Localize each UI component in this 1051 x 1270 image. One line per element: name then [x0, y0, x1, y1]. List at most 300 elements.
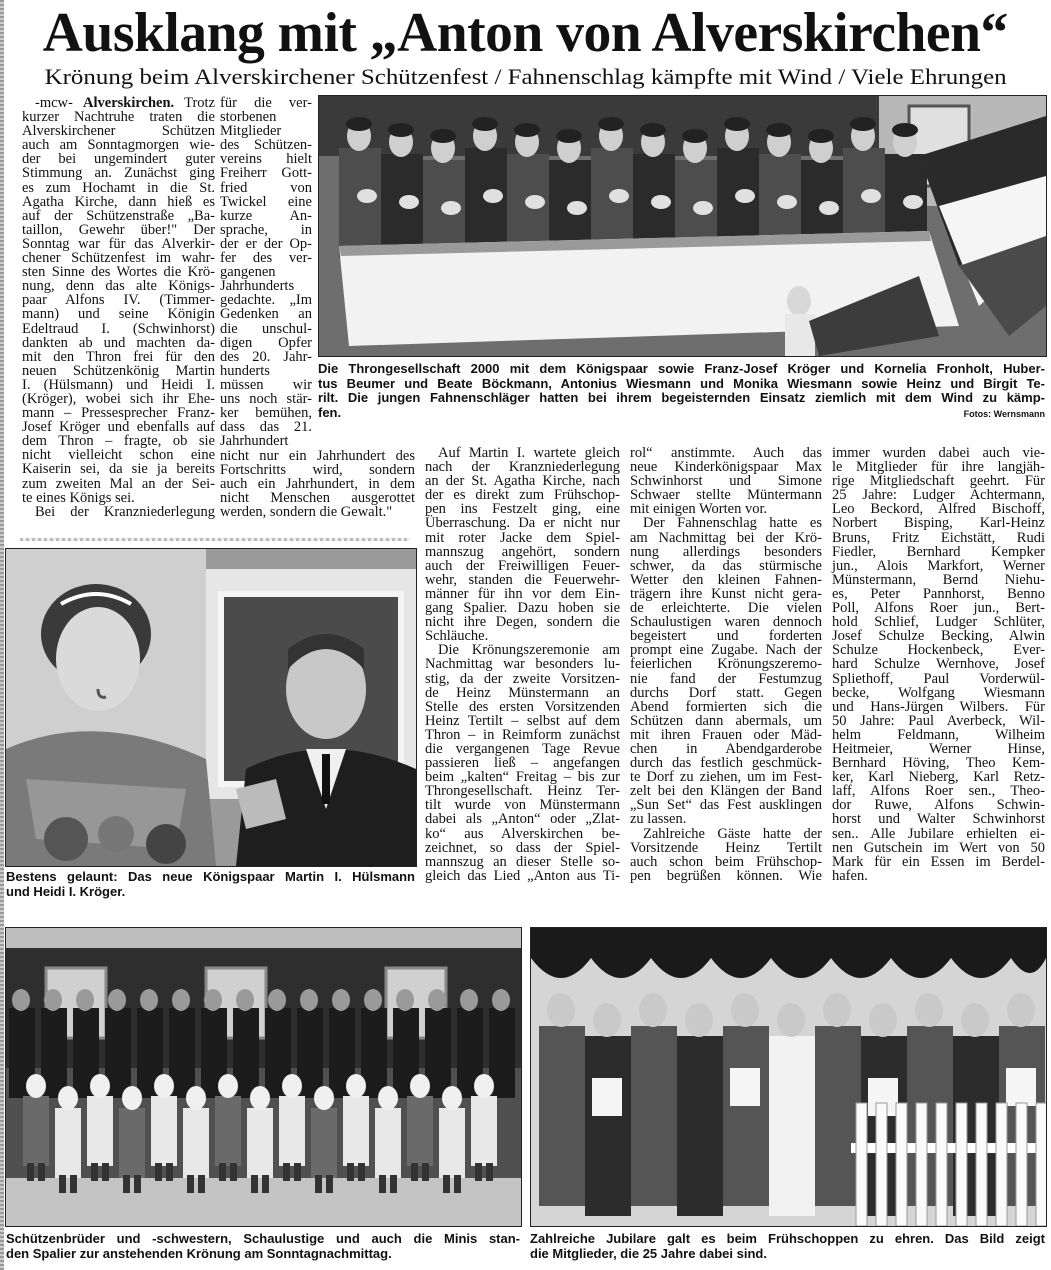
text-line — [22, 462, 215, 476]
text-line-content: an der St. Agatha Kirche, nach — [425, 473, 620, 490]
text-line — [220, 505, 415, 519]
text-line — [22, 322, 215, 336]
text-line — [22, 265, 215, 279]
text-line — [630, 700, 822, 714]
text-line — [425, 855, 620, 869]
text-line — [630, 559, 822, 573]
text-line — [425, 756, 620, 770]
text-line-content: Poll, Alfons Roer jun., Bert- — [832, 600, 1045, 617]
text-line — [630, 657, 822, 671]
text-line-content: mit roter Jacke dem Spiel- — [425, 529, 620, 546]
caption-line-content: tus Beumer und Beate Böckmann, Antonius Wiesmann und Monika Wiesmann sowie Heinz und Birgit Te- — [318, 375, 1045, 391]
text-line-content: neue Kinderkönigspaar Max — [630, 459, 822, 476]
text-line — [832, 587, 1045, 601]
text-line-content: Schaulustigen waren dennoch — [630, 614, 822, 631]
photo-koenigspaar — [5, 548, 417, 867]
location: Alverskirchen. — [83, 95, 175, 111]
text-line — [425, 827, 620, 841]
text-line — [425, 488, 620, 502]
text-line — [832, 446, 1045, 460]
text-line-content: ko“ aus Alverskirchen be- — [425, 825, 620, 842]
text-line-content: I. (Hülsmann) und Heidi I. — [22, 376, 215, 393]
text-line — [832, 770, 1045, 784]
text-line-content: le Mitglieder für ihre langjäh- — [832, 459, 1045, 476]
text-line — [220, 96, 312, 110]
text-line-content: nicht ihre Degen, sondern die — [425, 614, 620, 631]
text-line — [630, 545, 822, 559]
text-line-content: pen ins Festzelt ging, eine — [425, 501, 620, 518]
text-line — [425, 672, 620, 686]
text-line — [630, 488, 822, 502]
text-line-content: der es direkt zum Frühschop- — [425, 487, 620, 504]
text-line — [832, 460, 1045, 474]
text-line-content: nung allerdings besonders — [630, 543, 822, 560]
text-line-content: Abend formierten sich die — [630, 698, 822, 715]
text-line-content: gedachte. „Im — [220, 292, 312, 309]
text-line — [630, 756, 822, 770]
text-line — [832, 615, 1045, 629]
text-line — [425, 714, 620, 728]
text-line-content: prompt eine Zugabe. Nach der — [630, 642, 822, 659]
text-line-content: Schwinhorst und Simone — [630, 473, 822, 490]
text-line — [630, 855, 822, 869]
text-line — [630, 672, 822, 686]
text-line-content: sten Sinne des Wortes die Krö- — [22, 264, 215, 281]
subheadline-text: Krönung beim Alverskirchener Schützenfest / Fahnenschlag kämpfte mit Wind / Viele Ehrungen — [44, 64, 1007, 89]
text-line — [425, 474, 620, 488]
text-line-content: fer des ver- — [220, 250, 312, 267]
text-line — [630, 516, 822, 530]
text-line-content: Zahlreiche Gäste hatte der — [643, 825, 822, 842]
text-line-content: des Schützen- — [220, 137, 312, 154]
text-line-content: durch das festlich geschmück- — [630, 755, 822, 772]
text-line-content: neuen Schützenkönig Martin — [22, 362, 215, 379]
text-line — [22, 477, 215, 491]
text-line — [832, 756, 1045, 770]
caption-line — [6, 885, 415, 900]
text-line-content: der er der Op- — [220, 235, 312, 252]
photo-credit: Fotos: Wernsmann — [963, 408, 1045, 419]
text-line-content: es zum Hochamt in die St. — [22, 179, 215, 196]
text-line-content: mannszug angehört, sondern — [425, 543, 620, 560]
text-line-content: Leo Beckord, Alfred Bischoff, — [832, 501, 1045, 518]
text-line — [630, 474, 822, 488]
text-line — [22, 307, 215, 321]
text-line — [220, 110, 312, 124]
text-line-content: schwer, da das stürmische — [630, 557, 822, 574]
text-line — [22, 166, 215, 180]
text-line-content: Der Fahnenschlag hatte es — [643, 515, 822, 532]
text-line — [630, 446, 822, 460]
text-line-content: Bei der Kranzniederlegung — [35, 503, 215, 520]
text-line-content: Heinz Tertilt – selbst auf dem — [425, 712, 620, 729]
text-line — [832, 488, 1045, 502]
text-line — [425, 770, 620, 784]
text-line — [220, 181, 312, 195]
text-line-content: Agatha Kirche, dann hieß es — [22, 193, 215, 210]
text-line — [630, 869, 822, 883]
article-column-4 — [630, 446, 822, 883]
text-line — [22, 181, 215, 195]
text-line-content: Jahrhundert — [220, 433, 289, 450]
text-line — [220, 209, 312, 223]
text-line — [832, 545, 1045, 559]
text-line — [22, 420, 215, 434]
text-line-content: Josef Schulze Becking, Alwin — [832, 628, 1045, 645]
text-line — [630, 629, 822, 643]
text-line — [425, 531, 620, 545]
text-line-content: es, Peter Pannhorst, Benno — [832, 585, 1045, 602]
text-line — [832, 700, 1045, 714]
text-line — [630, 531, 822, 545]
text-line-content: mit ihren Frauen oder Mäd- — [630, 726, 822, 743]
text-line — [22, 209, 215, 223]
text-line — [630, 460, 822, 474]
text-line-content: mit den Thron frei für den — [22, 348, 215, 365]
text-line-content: des 20. Jahr- — [220, 348, 312, 365]
text-line-content: hafen. — [832, 867, 868, 884]
text-line — [832, 798, 1045, 812]
text-line-content: Münstermann, Bernd Niehu- — [832, 571, 1045, 588]
article-column-2-wide — [220, 449, 415, 519]
text-line — [22, 293, 215, 307]
text-line-content: hunderts — [220, 362, 270, 379]
photo-jubilare — [530, 927, 1047, 1227]
divider — [20, 538, 410, 541]
caption-line — [318, 406, 1045, 421]
text-line-content: becke, Wolfgang Wiesmann — [832, 684, 1045, 701]
text-line — [425, 841, 620, 855]
text-line — [22, 364, 215, 378]
text-line-content: kurze An- — [220, 207, 312, 224]
text-line-content: nicht Menschen ausgerottet — [220, 489, 415, 506]
caption-line-content: Schützenbrüder und -schwestern, Schaulustige und auch die Minis stan- — [6, 1231, 520, 1246]
text-line-content: Vorsitzende Heinz Tertilt — [630, 839, 822, 856]
article-column-3 — [425, 446, 620, 883]
text-line-content: auch der Freiwilligen Feuer- — [425, 557, 620, 574]
text-line — [630, 714, 822, 728]
text-line-content: de erleichterte. Die vielen — [630, 600, 822, 617]
text-line — [425, 657, 620, 671]
text-line-content: der bei ungemindert guter — [22, 151, 215, 168]
text-line-content: Fortschritts wird, sondern — [220, 461, 415, 478]
text-line — [630, 573, 822, 587]
scan-edge — [0, 0, 4, 1270]
text-line-content: „Sun Set“ das Fest ausklingen — [630, 797, 822, 814]
caption-throngesellschaft — [318, 362, 1045, 420]
text-line — [630, 770, 822, 784]
text-line-content: feierlichen Krönungszeremo- — [630, 656, 822, 673]
text-line — [220, 152, 312, 166]
text-line-content: zu lassen. — [630, 811, 687, 828]
text-line-content: auf der Schützenstraße „Ba- — [22, 207, 215, 224]
text-line — [220, 392, 312, 406]
text-line-content: Schützen dann abermals, um — [630, 712, 822, 729]
text-line-content: werden, sondern die Gewalt." — [220, 503, 393, 520]
text-line — [220, 124, 312, 138]
text-line-content: die unschul- — [220, 320, 312, 337]
text-line — [630, 643, 822, 657]
text-line — [630, 587, 822, 601]
text-line-content: Bernhard Höving, Theo Kem- — [832, 755, 1045, 772]
text-line-content: zelt bei den Klängen der Band — [630, 783, 822, 800]
text-line-content: nung, denn das alte Königs- — [22, 278, 215, 295]
caption-line-content: und Heidi I. Kröger. — [6, 883, 126, 899]
text-line — [22, 448, 215, 462]
text-line-content: zeichnet, so dass der Spiel- — [425, 839, 620, 856]
text-line-content: Mitglieder — [220, 123, 282, 140]
text-line — [832, 714, 1045, 728]
text-line — [630, 742, 822, 756]
text-line-content: rige Mitgliedschaft geehrt. Für — [832, 473, 1045, 490]
text-line — [832, 672, 1045, 686]
text-line-content: chen in Abendgarderobe — [630, 740, 822, 757]
text-line — [22, 110, 215, 124]
text-line — [832, 728, 1045, 742]
text-line — [22, 505, 215, 519]
text-line-content: Gedenken an — [220, 306, 312, 323]
text-line — [832, 686, 1045, 700]
text-line-content: sprache, in — [220, 221, 312, 238]
text-line-content: dem Thron – fragte, ob sie — [22, 433, 215, 450]
article-column-2-narrow — [220, 96, 312, 448]
text-line — [630, 798, 822, 812]
text-line — [832, 742, 1045, 756]
dateline: -mcw- — [35, 95, 73, 111]
text-line — [22, 392, 215, 406]
text-line — [220, 378, 312, 392]
text-line — [425, 559, 620, 573]
text-line-content: ker, Karl Nieberg, Karl Retz- — [832, 769, 1045, 786]
caption-line-content: rilt. Die jungen Fahnenschläger hatten bei ihrem begeisternden Einsatz ziemlich mit dem Wind zu kämp- — [318, 390, 1045, 405]
lead-rest: Trotz — [184, 95, 215, 111]
caption-line-content: die Mitglieder, die 25 Jahre dabei sind. — [530, 1245, 767, 1261]
text-line-content: mit einigen Worten vor. — [630, 501, 768, 518]
article-column-5 — [832, 446, 1045, 883]
text-line — [425, 812, 620, 826]
text-line-content: Schläuche. — [425, 628, 489, 645]
text-line-content: gleich das Lied „Anton aus Ti- — [425, 867, 620, 884]
text-line-content: Die Krönungszeremonie am — [438, 642, 620, 659]
text-line — [22, 279, 215, 293]
text-line-content: laff, Alfons Roer sen., Theo- — [832, 783, 1045, 800]
text-line-content: hold Schlief, Ludger Schlüter, — [832, 614, 1045, 631]
text-line — [832, 869, 1045, 883]
text-line-content: chener Schützenfest im wahr- — [22, 250, 215, 267]
text-line — [425, 545, 620, 559]
text-line — [425, 516, 620, 530]
text-line-content: ker bemühen, — [220, 405, 312, 422]
subheadline — [0, 64, 1051, 90]
text-line-content: nicht nur ein Jahrhundert des — [220, 447, 415, 464]
text-line-content: männer für ihn vor dem Ein- — [425, 585, 620, 602]
text-line-content: Alverskirchener Schützen — [22, 123, 215, 140]
text-line-content: tilt wurde von Münstermann — [425, 797, 620, 814]
text-line-content: durchs Dorf statt. Gegen — [630, 684, 822, 701]
text-line — [22, 223, 215, 237]
text-line-content: Freiherr Gott- — [220, 165, 312, 182]
headline — [0, 2, 1051, 64]
text-line — [425, 629, 620, 643]
text-line-content: Twickel eine — [220, 193, 312, 210]
text-line-content: Heitmeier, Werner Hinse, — [832, 740, 1045, 757]
text-line — [630, 812, 822, 826]
text-line-content: hard Schulze Wernhove, Josef — [832, 656, 1045, 673]
text-line-content: und Hans-Jürgen Wilbers. Für — [832, 698, 1045, 715]
text-line — [832, 643, 1045, 657]
text-line — [425, 643, 620, 657]
headline-text: Ausklang mit „Anton von Alverskirchen“ — [42, 2, 1008, 64]
text-line-content: dankten ab und machten da- — [22, 334, 215, 351]
caption-line — [318, 377, 1045, 392]
text-line — [425, 869, 620, 883]
text-line-content: Norbert Bisping, Karl-Heinz — [832, 515, 1045, 532]
text-line-content: nicht vielleicht schon eine — [22, 447, 215, 464]
text-line-content: auch ein Jahrhundert, in dem — [220, 475, 415, 492]
caption-line-content: Die Throngesellschaft 2000 mit dem Königspaar sowie Franz-Josef Kröger und Kornelia Fronholt, Huber- — [318, 361, 1045, 376]
text-line-content: sen.. Alle Jubilare erhielten ei- — [832, 825, 1045, 842]
text-line-content: für die ver- — [220, 95, 312, 111]
text-line-content: jun., Alois Markfort, Werner — [832, 557, 1045, 574]
text-line-content: Nachmittag war besonders lu- — [425, 656, 620, 673]
text-line — [220, 195, 312, 209]
text-line-content: Kaiserin sei, da sie ja bereits — [22, 461, 215, 478]
caption-schuetzen-kinder — [6, 1232, 520, 1261]
text-line-content: zum zweiten Mal an der Sei- — [22, 475, 215, 492]
text-line-content: Jahrhunderts — [220, 278, 295, 295]
text-line-content: auch schon beim Frühschop- — [630, 853, 822, 870]
text-line-content: horst und Walter Schwinhorst — [832, 811, 1045, 828]
text-line — [425, 686, 620, 700]
text-line — [832, 573, 1045, 587]
text-line — [630, 615, 822, 629]
text-line — [220, 322, 312, 336]
text-line — [832, 474, 1045, 488]
text-line — [220, 463, 415, 477]
text-line — [22, 237, 215, 251]
text-line-content: Edeltraud I. (Schwinhorst) — [22, 320, 215, 337]
text-line-content: auch am Sonntagmorgen wie- — [22, 137, 215, 154]
text-line — [630, 502, 822, 516]
text-line — [22, 350, 215, 364]
caption-line-content: fen. — [318, 404, 342, 420]
text-line — [22, 491, 215, 505]
text-line-content: nie fand der Festumzug — [630, 670, 822, 687]
text-line-content: rol“ anstimmte. Auch das — [630, 445, 822, 461]
caption-line — [6, 870, 415, 885]
text-line-content: pen begrüßen können. Wie — [630, 867, 822, 884]
text-line — [220, 223, 312, 237]
text-line — [425, 784, 620, 798]
text-line-content: Auf Martin I. wartete gleich — [438, 445, 620, 461]
text-line — [832, 601, 1045, 615]
caption-line — [318, 391, 1045, 406]
text-line — [425, 615, 620, 629]
text-line — [425, 587, 620, 601]
text-line-content: Schwaer stellte Müntermann — [630, 487, 822, 504]
text-line — [425, 742, 620, 756]
text-line — [220, 364, 312, 378]
text-line-content: stig, da der zweite Vorsitzen- — [425, 670, 620, 687]
text-line-content: taillon, Gewehr über!" Der — [22, 221, 215, 238]
text-line-content: paar Alfons IV. (Timmer- — [22, 292, 215, 309]
text-line — [220, 251, 312, 265]
text-line — [220, 265, 312, 279]
text-line-content: gang Spalier. Dazu hoben sie — [425, 600, 620, 617]
text-line-content: die vergangenen Tage Revue — [425, 740, 620, 757]
text-line-content: helm Feldmann, Wilheim — [832, 726, 1045, 743]
text-line — [630, 784, 822, 798]
text-line-content: dabei als „Anton“ oder „Zlat- — [425, 811, 620, 828]
text-line — [425, 728, 620, 742]
text-line-content: digen Opfer — [220, 334, 312, 351]
text-line — [832, 502, 1045, 516]
text-line — [220, 166, 312, 180]
text-line-content: Josef Kröger und ebenfalls auf — [22, 419, 215, 436]
text-line-content: müssen wir — [220, 376, 312, 393]
text-line-content: Throngesellschaft. Heinz Ter- — [425, 783, 620, 800]
caption-line-content: Bestens gelaunt: Das neue Königspaar Martin I. Hülsmann — [6, 869, 415, 884]
text-line — [832, 516, 1045, 530]
text-line-content: (Kröger), wobei sich ihr Ehe- — [22, 390, 215, 407]
text-line — [22, 251, 215, 265]
article-column-1 — [22, 96, 215, 519]
text-line-content: te eines Königs sei. — [22, 489, 135, 506]
text-line — [425, 601, 620, 615]
text-line — [630, 601, 822, 615]
text-line — [220, 336, 312, 350]
text-line — [220, 491, 415, 505]
text-line-content: de Heinz Münstermann an — [425, 684, 620, 701]
text-line — [22, 378, 215, 392]
caption-koenigspaar — [6, 870, 415, 899]
text-line-content: te Dorf zu ziehen, um im Fest- — [630, 769, 822, 786]
text-line-content: mann) und seine Königin — [22, 306, 215, 323]
text-line-content: 25 Jahre: Ludger Achtermann, — [832, 487, 1045, 504]
text-line-content: immer wurden dabei auch vie- — [832, 445, 1045, 461]
text-line-content: Überraschung. Da er nicht nur — [425, 515, 620, 532]
caption-line — [6, 1247, 520, 1262]
text-line — [220, 138, 312, 152]
text-line — [425, 700, 620, 714]
caption-line — [318, 362, 1045, 377]
text-line — [425, 798, 620, 812]
text-line-content: mann – Pressesprecher Franz- — [22, 405, 215, 422]
text-line-content: Wetter den kleinen Fahnen- — [630, 571, 822, 588]
text-line — [22, 195, 215, 209]
text-line-content: uns noch stär- — [220, 390, 312, 407]
text-line-content: Stimmung an. Zunächst ging — [22, 165, 215, 182]
text-line — [220, 307, 312, 321]
text-line-content: Fiedler, Bernhard Kempker — [832, 543, 1045, 560]
text-line — [832, 841, 1045, 855]
text-line-content: nen Gutschein im Wert von 50 — [832, 839, 1045, 856]
text-line — [630, 841, 822, 855]
text-line-content: Thron – in Reimform zunächst — [425, 726, 620, 743]
text-line — [425, 446, 620, 460]
text-line — [22, 138, 215, 152]
photo-throngesellschaft — [318, 95, 1047, 357]
text-line-content: beim „kalten“ Freitag – bis zur — [425, 769, 620, 786]
text-line-content: storbenen — [220, 109, 277, 126]
text-line — [425, 573, 620, 587]
caption-line — [530, 1247, 1045, 1262]
text-line-content: dass das 21. — [220, 419, 312, 436]
text-line-content: vereins hielt — [220, 151, 312, 168]
text-line — [832, 812, 1045, 826]
text-line-content: passieren ließ – angefangen — [425, 755, 620, 772]
text-line-content: Sonntag war für das Alverkir- — [22, 235, 215, 252]
